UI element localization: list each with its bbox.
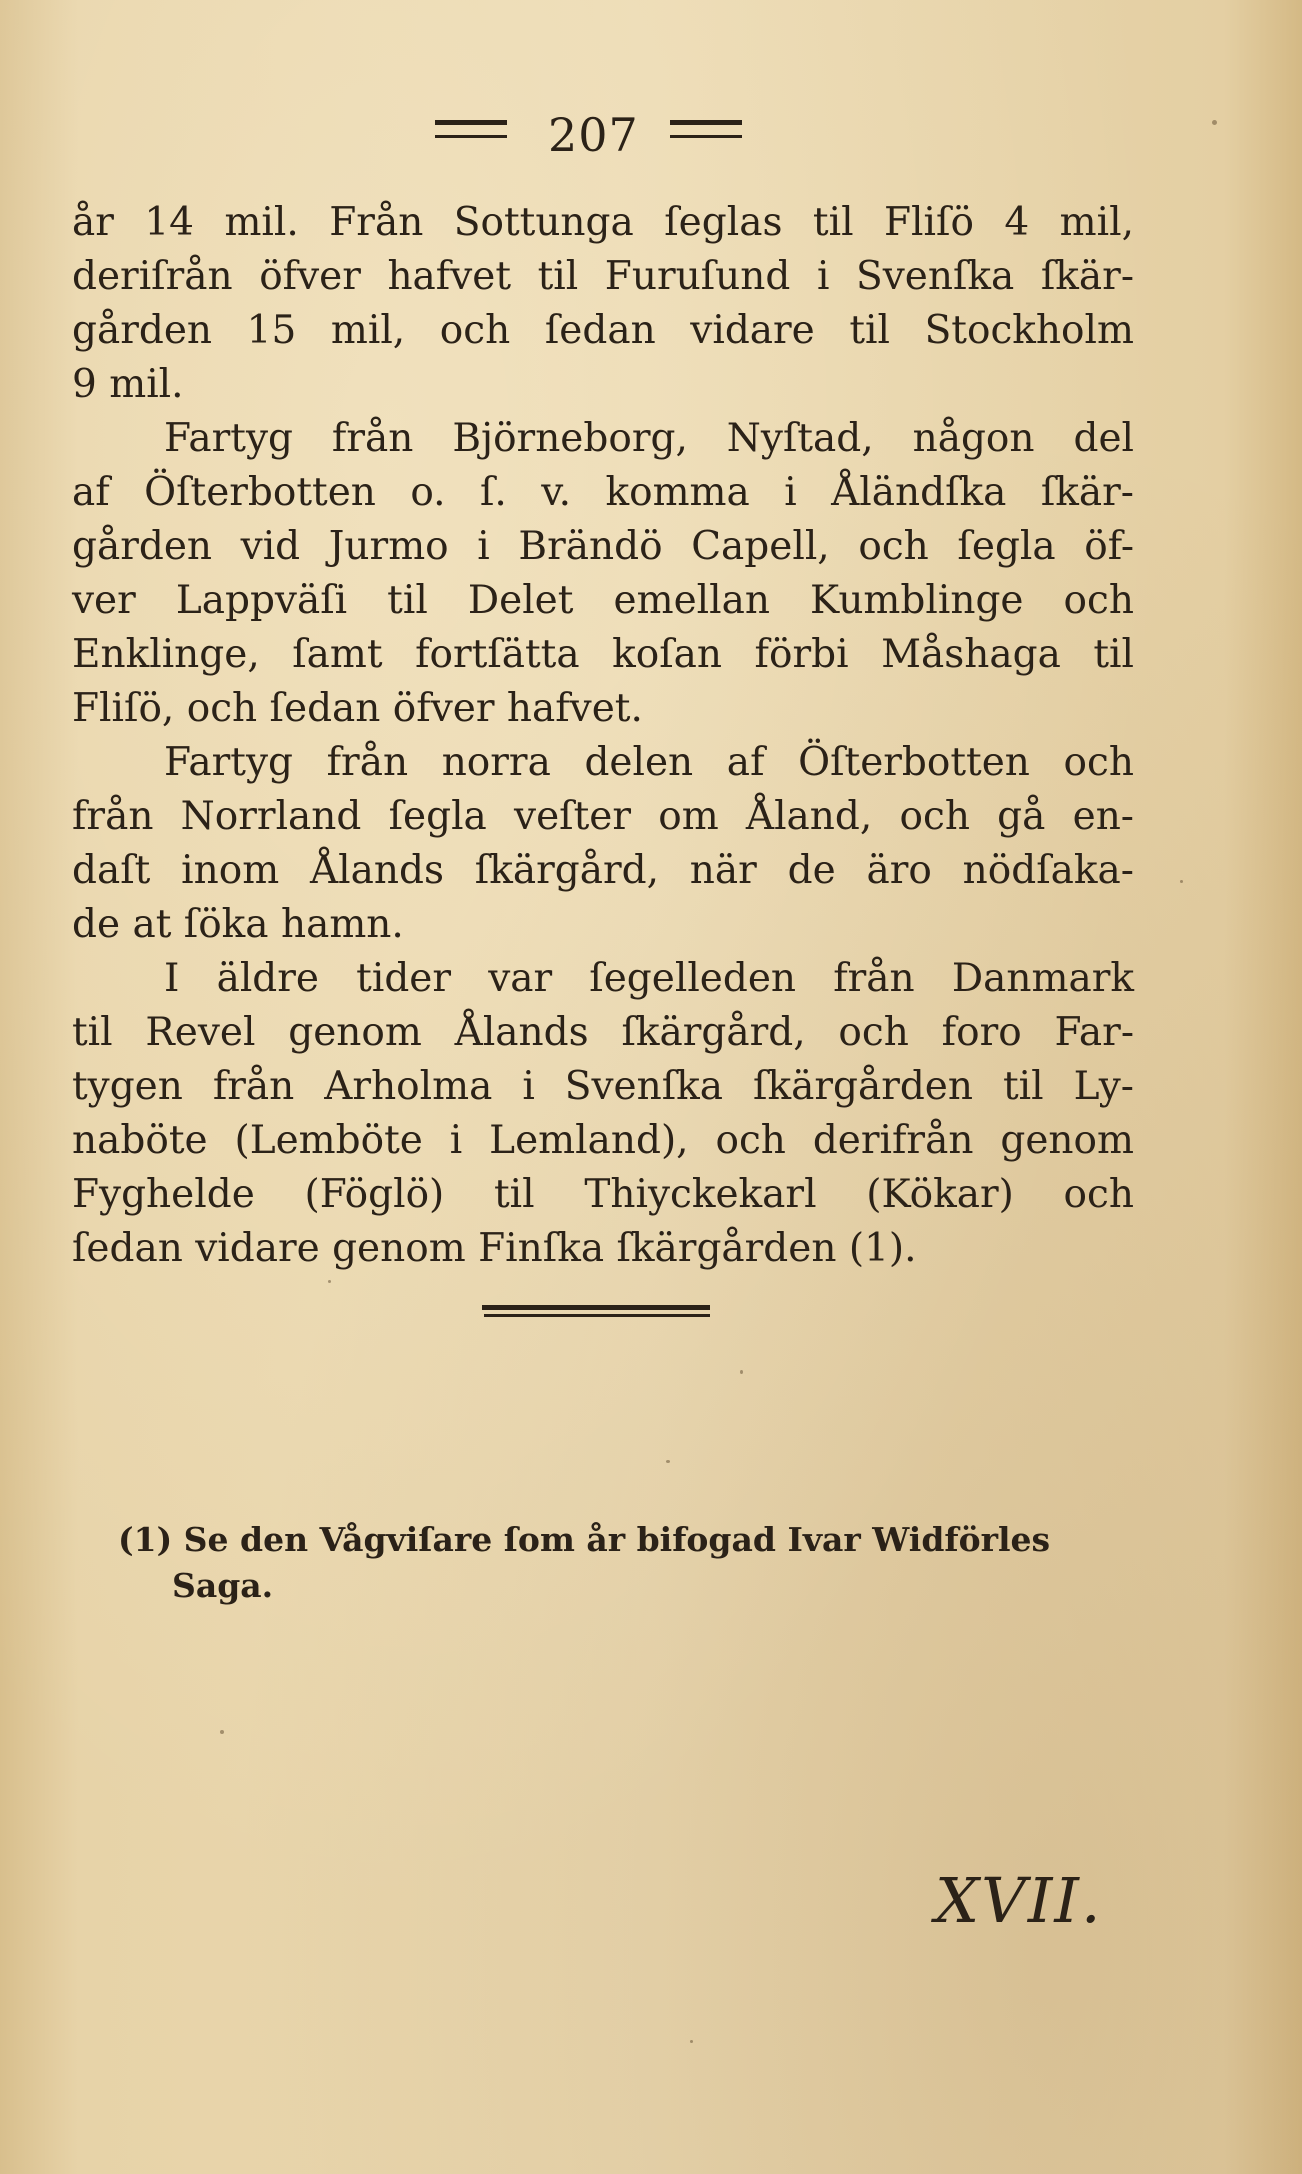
- text-line: Enklinge, ſamt fortſätta koſan förbi Måshaga til: [72, 632, 1134, 677]
- catchword: XVII.: [935, 1864, 1103, 1937]
- text-line: af Öſterbotten o. ſ. v. komma i Åländſka ſkär-: [72, 470, 1134, 515]
- text-line: från Norrland ſegla veſter om Åland, och gå en-: [72, 794, 1134, 839]
- divider-rule-thin: [484, 1314, 710, 1317]
- paper-speck: [1212, 120, 1217, 125]
- text-line: til Revel genom Ålands ſkärgård, och foro Far-: [72, 1010, 1134, 1055]
- text-line: deriſrån öfver hafvet til Furuſund i Svenſka ſkär-: [72, 254, 1134, 299]
- text-line: de at ſöka hamn.: [72, 902, 404, 947]
- body-text: [72, 196, 1134, 1276]
- text-line: I äldre tider var ſegelleden från Danmark: [164, 956, 1134, 1001]
- text-line: naböte (Lemböte i Lemland), och derifrån genom: [72, 1118, 1134, 1163]
- paper-speck: [740, 1370, 743, 1374]
- text-line: Fyghelde (Föglö) til Thiyckekarl (Kökar) och: [72, 1172, 1134, 1217]
- text-line: Fartyg från norra delen af Öſterbotten och: [164, 740, 1134, 785]
- header-rule-left: [435, 120, 507, 138]
- text-line: ver Lappväſi til Delet emellan Kumblinge och: [72, 578, 1134, 623]
- paper-speck: [328, 1280, 331, 1283]
- footnote: [118, 1517, 1138, 1609]
- header-rule-right: [670, 120, 742, 138]
- text-line: år 14 mil. Från Sottunga ſeglas til Fliſö 4 mil,: [72, 200, 1134, 245]
- paper-speck: [666, 1460, 670, 1463]
- paper-speck: [1180, 880, 1183, 883]
- section-divider: [482, 1305, 710, 1317]
- text-line: ſedan vidare genom Finſka ſkärgården (1).: [72, 1226, 917, 1271]
- paper-speck: [690, 2040, 693, 2043]
- text-line: tygen från Arholma i Svenſka ſkärgården til Ly-: [72, 1064, 1134, 1109]
- paper-speck: [220, 1730, 224, 1734]
- divider-rule-thick: [482, 1305, 710, 1310]
- page-header: [0, 100, 1302, 170]
- footnote-line: (1) Se den Vågviſare ſom år bifogad Ivar Widförles: [118, 1520, 1051, 1559]
- text-line: Fartyg från Björneborg, Nyſtad, någon del: [164, 416, 1134, 461]
- text-line: gården vid Jurmo i Brändö Capell, och ſegla öf-: [72, 524, 1134, 569]
- text-line: gården 15 mil, och ſedan vidare til Stockholm: [72, 308, 1134, 353]
- footnote-line: Saga.: [172, 1566, 274, 1605]
- text-line: 9 mil.: [72, 362, 184, 407]
- page-number: 207: [548, 108, 639, 162]
- text-line: daſt inom Ålands ſkärgård, när de äro nödſaka-: [72, 848, 1134, 893]
- text-line: Fliſö, och ſedan öfver hafvet.: [72, 686, 643, 731]
